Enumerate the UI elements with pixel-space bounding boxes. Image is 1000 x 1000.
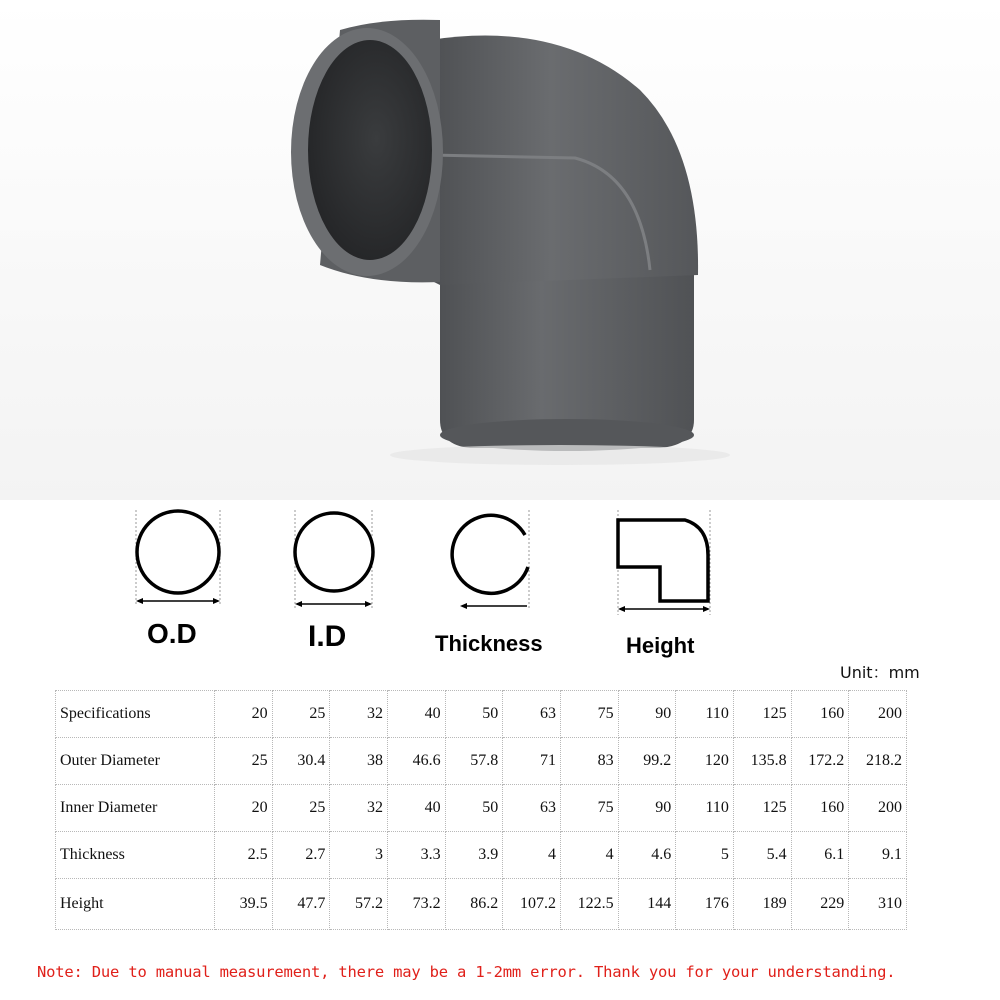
table-cell: 110 — [676, 785, 734, 832]
thickness-diagram — [445, 505, 540, 615]
table-cell: 189 — [733, 879, 791, 930]
table-cell: 90 — [618, 691, 676, 738]
table-cell: 6.1 — [791, 832, 849, 879]
table-cell: 71 — [503, 738, 561, 785]
table-cell: 107.2 — [503, 879, 561, 930]
table-cell: 110 — [676, 691, 734, 738]
table-row — [56, 691, 907, 738]
table-cell: 46.6 — [387, 738, 445, 785]
table-cell: 73.2 — [387, 879, 445, 930]
table-cell: 218.2 — [849, 738, 907, 785]
row-header: Height — [56, 879, 215, 930]
table-cell: 172.2 — [791, 738, 849, 785]
table-cell: 20 — [215, 785, 273, 832]
unit-label: Unit：mm — [840, 663, 920, 682]
table-cell: 5 — [676, 832, 734, 879]
measurement-note: Note: Due to manual measurement, there may be a 1-2mm error. Thank you for your understanding. — [37, 963, 896, 981]
table-cell: 9.1 — [849, 832, 907, 879]
row-header: Thickness — [56, 832, 215, 879]
table-cell: 25 — [272, 785, 330, 832]
table-cell: 25 — [215, 738, 273, 785]
table-cell: 50 — [445, 785, 503, 832]
table-cell: 135.8 — [733, 738, 791, 785]
table-row — [56, 832, 907, 879]
table-cell: 75 — [560, 691, 618, 738]
table-cell: 3.9 — [445, 832, 503, 879]
row-header: Outer Diameter — [56, 738, 215, 785]
table-cell: 40 — [387, 785, 445, 832]
id-label: I.D — [308, 620, 347, 653]
table-cell: 32 — [330, 785, 388, 832]
table-cell: 47.7 — [272, 879, 330, 930]
table-cell: 30.4 — [272, 738, 330, 785]
table-cell: 63 — [503, 785, 561, 832]
table-cell: 90 — [618, 785, 676, 832]
table-cell: 83 — [560, 738, 618, 785]
od-diagram — [128, 505, 228, 615]
height-diagram — [610, 505, 715, 620]
table-cell: 2.5 — [215, 832, 273, 879]
table-row — [56, 879, 907, 930]
table-cell: 32 — [330, 691, 388, 738]
table-cell: 200 — [849, 785, 907, 832]
od-label: O.D — [147, 618, 197, 649]
table-cell: 2.7 — [272, 832, 330, 879]
table-cell: 125 — [733, 785, 791, 832]
table-cell: 4 — [503, 832, 561, 879]
table-cell: 125 — [733, 691, 791, 738]
table-cell: 50 — [445, 691, 503, 738]
table-cell: 57.8 — [445, 738, 503, 785]
height-label: Height — [626, 633, 695, 658]
table-cell: 38 — [330, 738, 388, 785]
table-row — [56, 738, 907, 785]
table-cell: 20 — [215, 691, 273, 738]
table-cell: 40 — [387, 691, 445, 738]
table-cell: 75 — [560, 785, 618, 832]
row-header: Specifications — [56, 691, 215, 738]
table-row — [56, 785, 907, 832]
table-cell: 4.6 — [618, 832, 676, 879]
row-header: Inner Diameter — [56, 785, 215, 832]
table-cell: 160 — [791, 785, 849, 832]
table-cell: 86.2 — [445, 879, 503, 930]
table-cell: 4 — [560, 832, 618, 879]
table-cell: 99.2 — [618, 738, 676, 785]
table-cell: 310 — [849, 879, 907, 930]
table-cell: 144 — [618, 879, 676, 930]
table-cell: 63 — [503, 691, 561, 738]
table-cell: 120 — [676, 738, 734, 785]
table-cell: 3.3 — [387, 832, 445, 879]
table-cell: 229 — [791, 879, 849, 930]
table-cell: 57.2 — [330, 879, 388, 930]
table-cell: 5.4 — [733, 832, 791, 879]
specification-table — [55, 690, 907, 930]
id-diagram — [287, 505, 382, 615]
table-cell: 200 — [849, 691, 907, 738]
table-cell: 39.5 — [215, 879, 273, 930]
table-cell: 3 — [330, 832, 388, 879]
table-cell: 122.5 — [560, 879, 618, 930]
table-cell: 176 — [676, 879, 734, 930]
table-cell: 25 — [272, 691, 330, 738]
thickness-label: Thickness — [435, 631, 543, 656]
table-cell: 160 — [791, 691, 849, 738]
